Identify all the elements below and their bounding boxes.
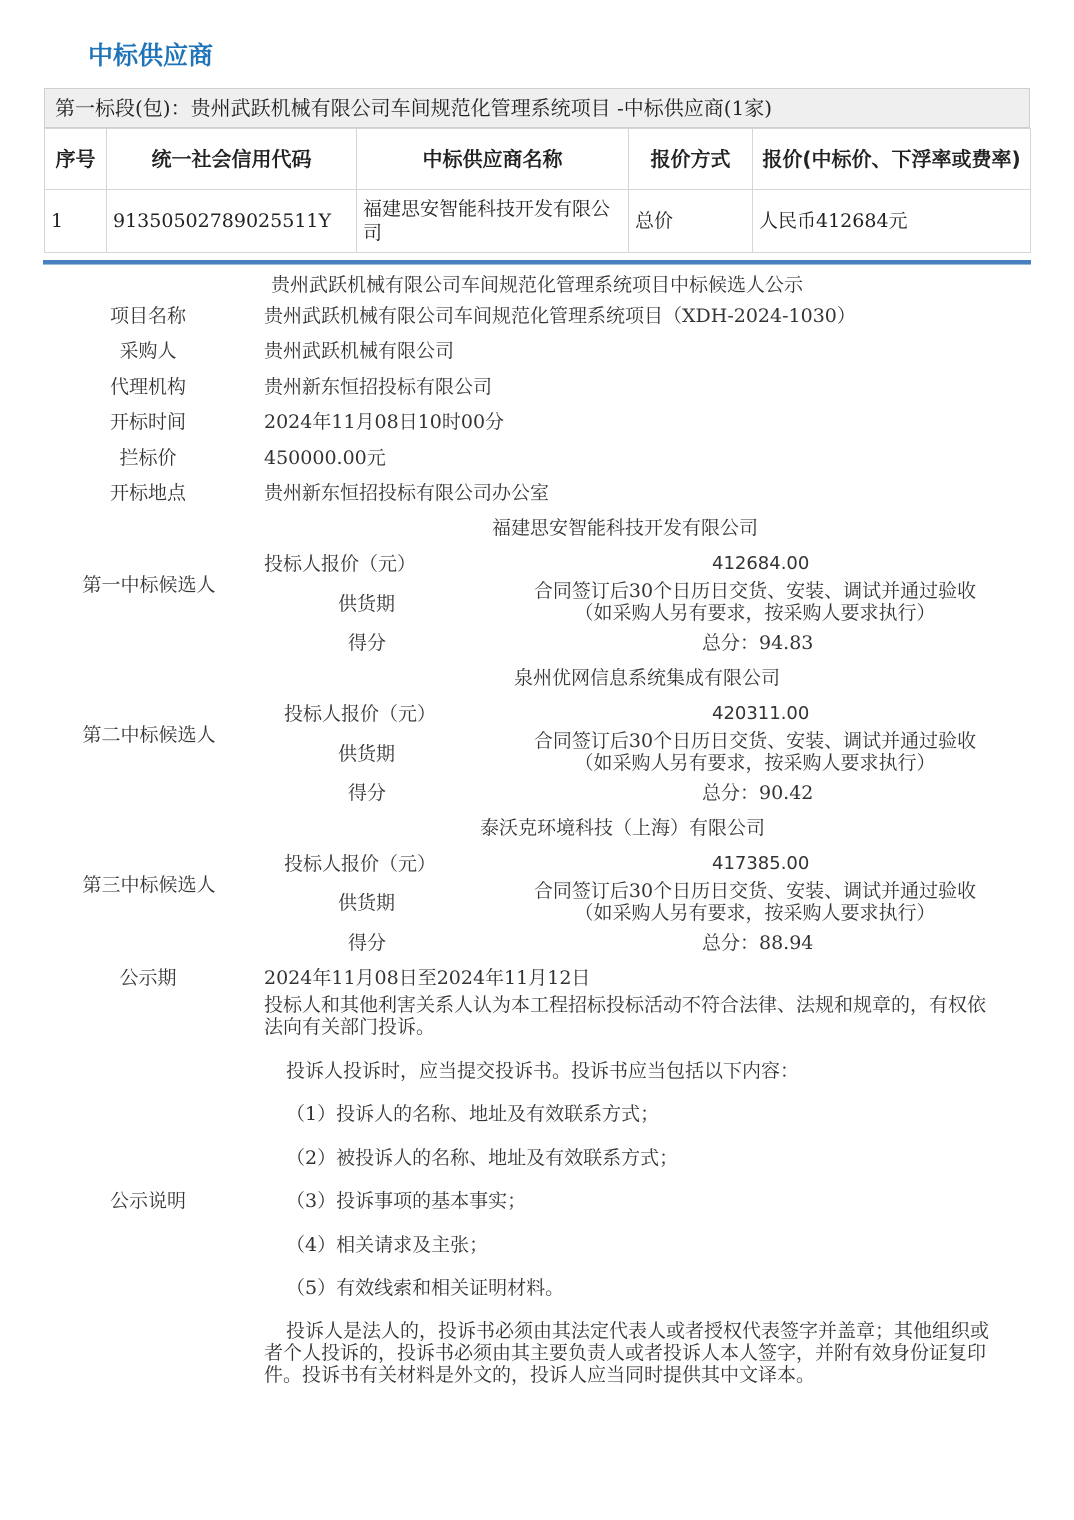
field-value: 450000.00元	[264, 447, 386, 469]
field-value: 贵州武跃机械有限公司	[264, 340, 455, 362]
column-header: 中标供应商名称	[357, 129, 629, 190]
delivery-label: 供货期	[338, 593, 396, 615]
notes-closing: 投诉人是法人的，投诉书必须由其法定代表人或者授权代表签字并盖章；其他组织或者个人投诉的，投诉书必须由其主要负责人或者投诉人本人签字，并附有效身份证复印件。投诉书有关材料是外文的，投诉人应当同时提供其中文译本。	[264, 1320, 990, 1386]
section-title: 中标供应商	[88, 41, 214, 70]
notes-item: （5）有效线索和相关证明材料。	[286, 1277, 565, 1299]
field-value: 贵州新东恒招投标有限公司	[264, 376, 493, 398]
publicity-period-label: 公示期	[119, 967, 177, 989]
table-cell-supplier-name: 福建思安智能科技开发有限公司	[357, 190, 629, 253]
field-label: 拦标价	[119, 447, 177, 469]
field-value: 贵州新东恒招投标有限公司办公室	[264, 482, 550, 504]
delivery-value: 合同签订后30个日历日交货、安装、调试并通过验收 （如采购人另有要求，按采购人要求执行）	[533, 580, 977, 624]
field-label: 开标时间	[109, 411, 186, 433]
field-label: 采购人	[119, 340, 177, 362]
score-label: 得分	[348, 632, 387, 654]
candidate-company: 福建思安智能科技开发有限公司	[492, 517, 759, 539]
bid-price-label: 投标人报价（元）	[264, 553, 417, 575]
notes-complaint-lead: 投诉人投诉时，应当提交投诉书。投诉书应当包括以下内容：	[286, 1060, 800, 1082]
candidate-company: 泰沃克环境科技（上海）有限公司	[480, 817, 766, 839]
score-value: 总分：88.94	[702, 932, 814, 954]
delivery-label: 供货期	[338, 743, 396, 765]
column-header: 序号	[45, 129, 107, 190]
candidate-rank-label: 第一中标候选人	[82, 574, 216, 596]
column-header: 统一社会信用代码	[107, 129, 357, 190]
publicity-period-value: 2024年11月08日至2024年11月12日	[264, 967, 591, 989]
score-label: 得分	[348, 782, 387, 804]
table-cell-price: 人民币412684元	[753, 190, 1031, 253]
section-divider	[43, 260, 1031, 265]
table-row	[45, 190, 1031, 253]
notes-label: 公示说明	[109, 1190, 186, 1212]
bid-price-value: 417385.00	[712, 853, 810, 874]
delivery-value: 合同签订后30个日历日交货、安装、调试并通过验收 （如采购人另有要求，按采购人要求执行）	[533, 730, 977, 774]
candidate-rank-label: 第三中标候选人	[82, 874, 216, 896]
lot-header: 第一标段(包)：贵州武跃机械有限公司车间规范化管理系统项目 -中标供应商(1家)	[44, 88, 1030, 128]
table-header-row	[45, 129, 1031, 190]
field-label: 代理机构	[109, 376, 186, 398]
delivery-label: 供货期	[338, 892, 396, 914]
table-cell-index: 1	[45, 190, 107, 253]
bid-price-label: 投标人报价（元）	[284, 703, 437, 725]
score-label: 得分	[348, 932, 387, 954]
notes-intro: 投标人和其他利害关系人认为本工程招标投标活动不符合法律、法规和规章的，有权依法向有关部门投诉。	[264, 994, 987, 1038]
notes-item: （2）被投诉人的名称、地址及有效联系方式；	[286, 1147, 679, 1169]
bid-price-value: 420311.00	[712, 703, 810, 724]
table-cell-quote-type: 总价	[629, 190, 753, 253]
bid-price-label: 投标人报价（元）	[284, 853, 437, 875]
field-value: 2024年11月08日10时00分	[264, 411, 505, 433]
notes-item: （1）投诉人的名称、地址及有效联系方式；	[286, 1103, 660, 1125]
candidate-company: 泉州优网信息系统集成有限公司	[514, 667, 781, 689]
delivery-value: 合同签订后30个日历日交货、安装、调试并通过验收 （如采购人另有要求，按采购人要求执行）	[533, 880, 977, 924]
notes-item: （4）相关请求及主张；	[286, 1234, 489, 1256]
column-header: 报价(中标价、下浮率或费率)	[753, 129, 1031, 190]
notes-item: （3）投诉事项的基本事实；	[286, 1190, 527, 1212]
field-value: 贵州武跃机械有限公司车间规范化管理系统项目（XDH-2024-1030）	[264, 305, 856, 327]
candidate-rank-label: 第二中标候选人	[82, 724, 216, 746]
table-cell-credit-code: 91350502789025511Y	[107, 190, 357, 253]
winner-table	[44, 128, 1031, 253]
field-label: 项目名称	[109, 305, 186, 327]
score-value: 总分：90.42	[702, 782, 814, 804]
bid-price-value: 412684.00	[712, 553, 810, 574]
notice-title: 贵州武跃机械有限公司车间规范化管理系统项目中标候选人公示	[270, 274, 803, 296]
score-value: 总分：94.83	[702, 632, 814, 654]
column-header: 报价方式	[629, 129, 753, 190]
field-label: 开标地点	[109, 482, 186, 504]
